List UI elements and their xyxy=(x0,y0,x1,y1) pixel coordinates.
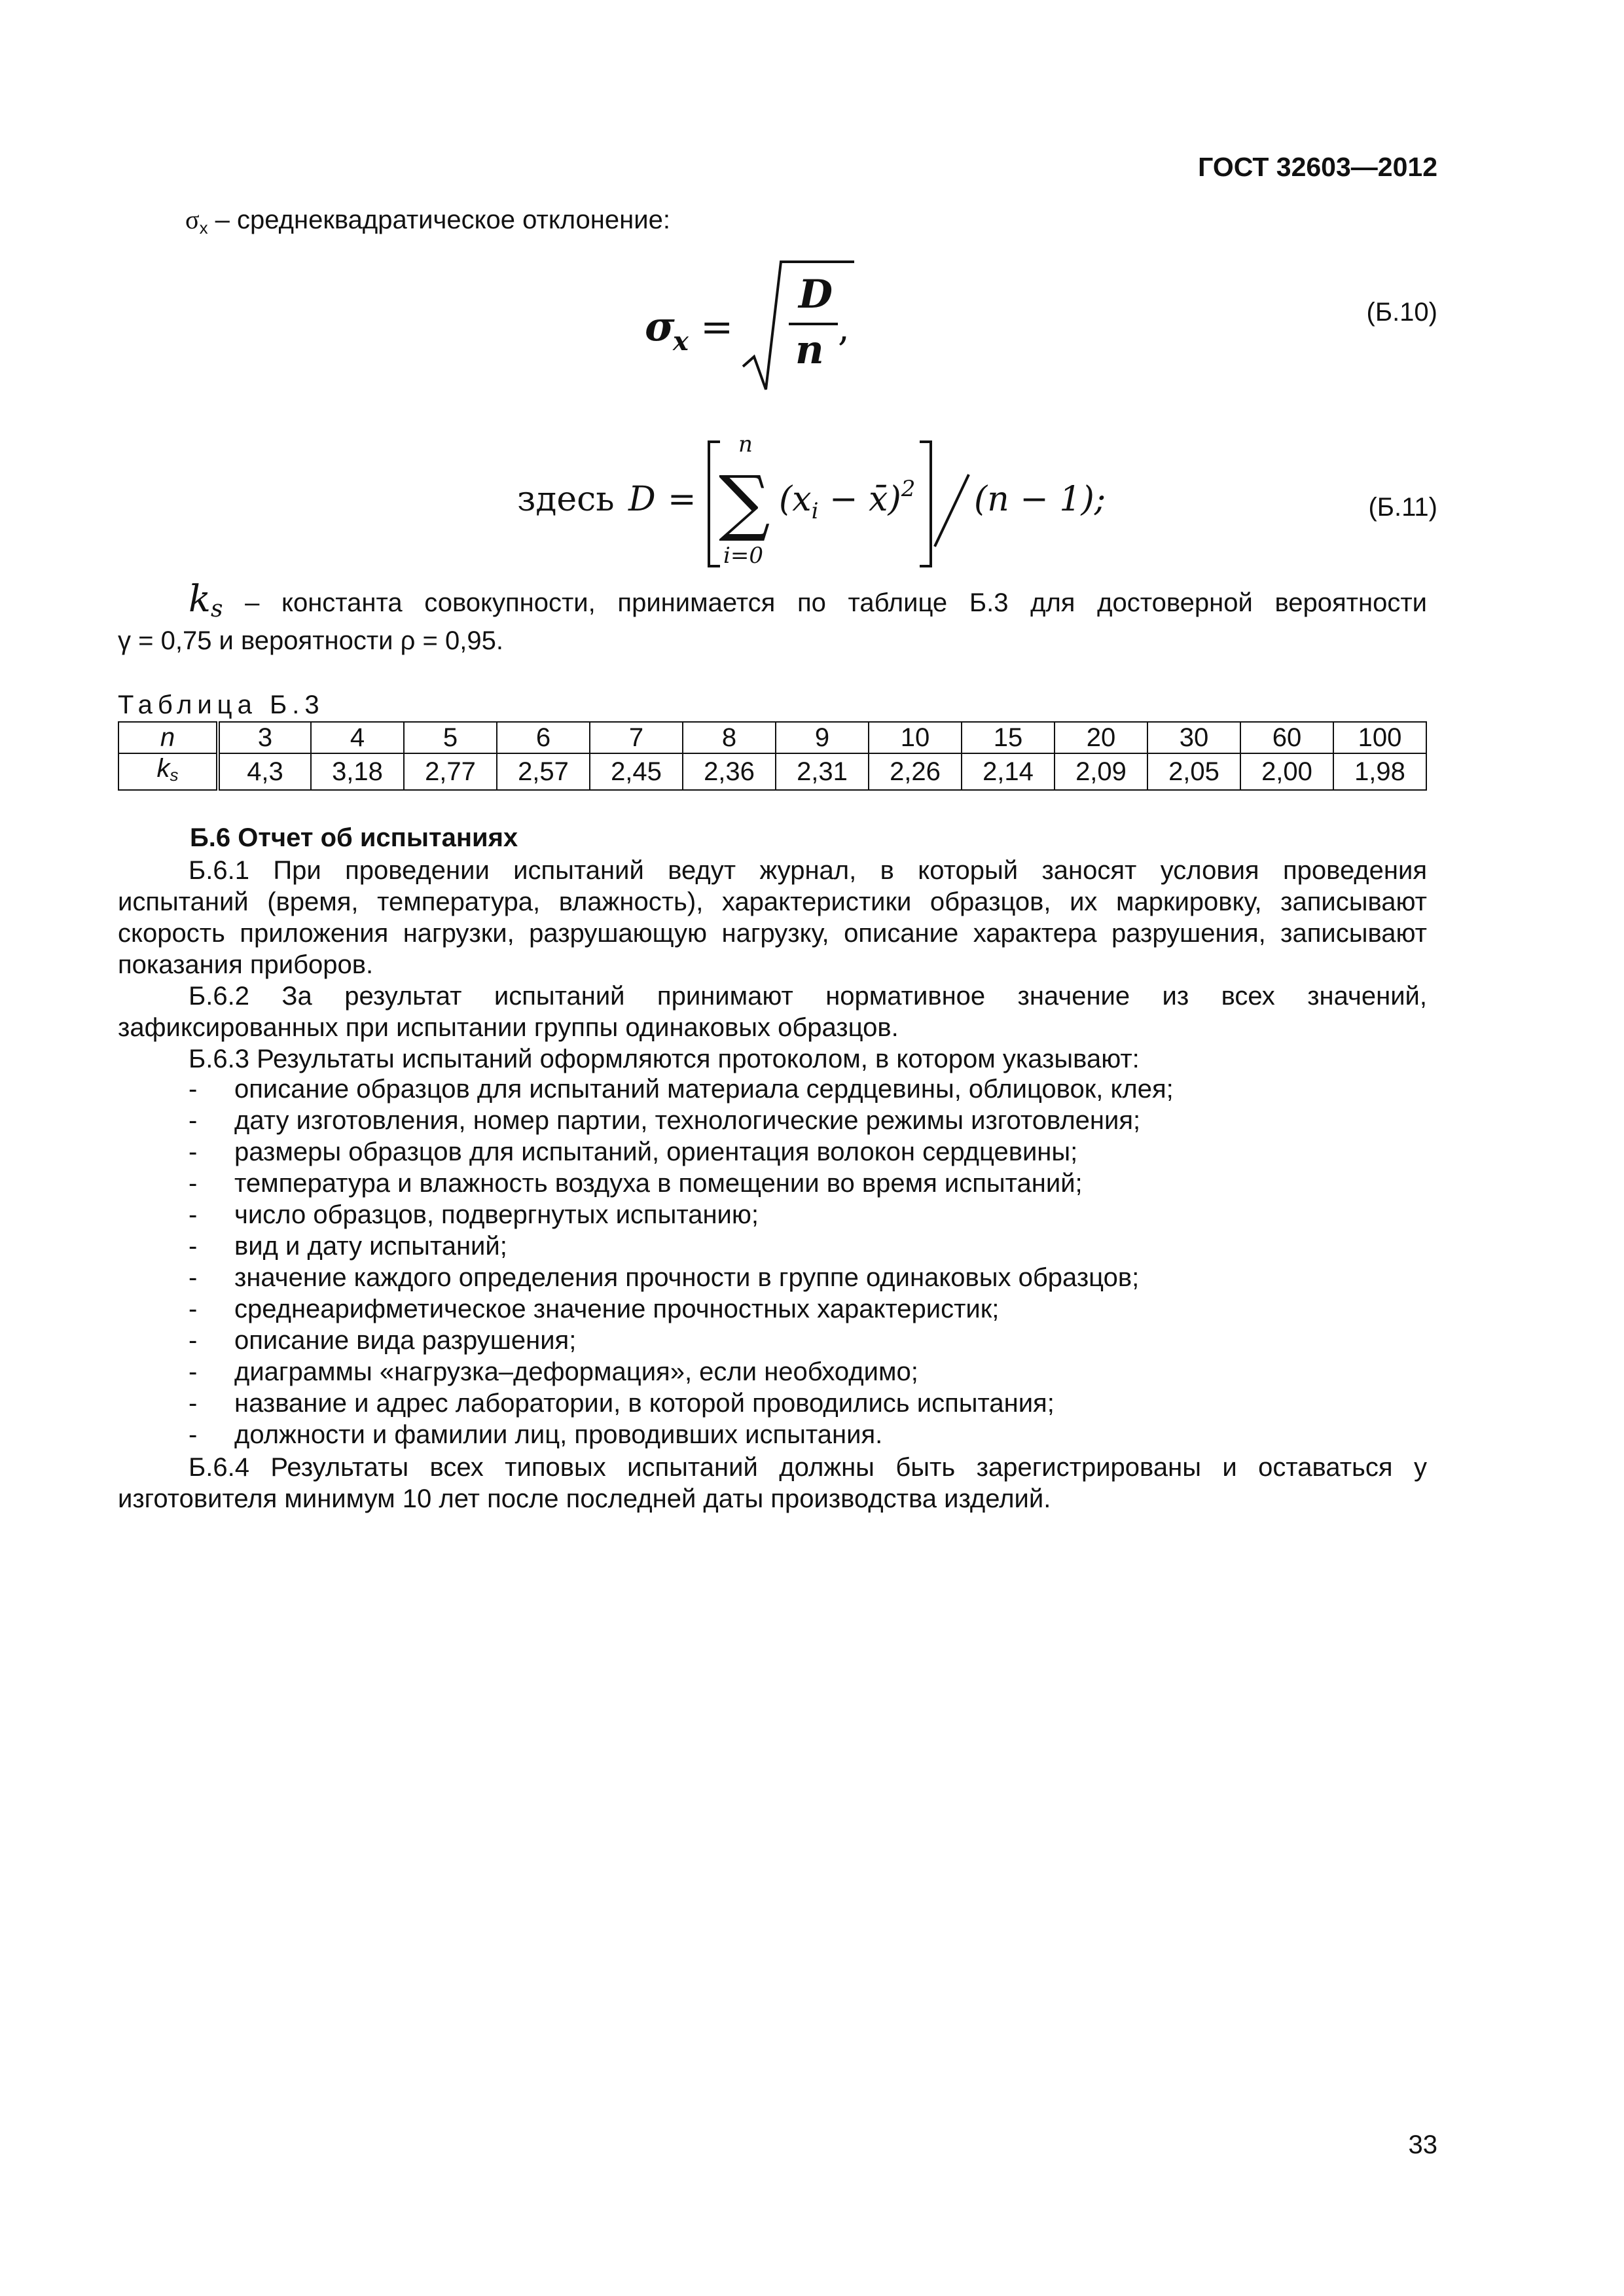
protocol-items-list xyxy=(118,1073,1427,1450)
formula-b11-right-bracket xyxy=(920,442,931,566)
paragraph-b61 xyxy=(118,855,1427,980)
formula-b11-sum-lower: i=0 xyxy=(723,543,763,569)
table-cell: 100 xyxy=(1333,722,1426,753)
formula-b10-comma: , xyxy=(838,307,850,350)
sigma-subscript: x xyxy=(199,218,208,238)
formula-b10-lhs: σ xyxy=(645,302,675,350)
table-cell: 4,3 xyxy=(218,753,311,790)
paragraph-line: Б.6.1 При проведении испытаний ведут журнал, в который заносят условия проведения xyxy=(189,856,1427,885)
sigma-definition xyxy=(185,204,1494,243)
paragraph-line: Б.6.2 За результат испытаний принимают нормативное значение из всех значений, xyxy=(189,982,1427,1011)
table-cell: 10 xyxy=(869,722,962,753)
paragraph-b64 xyxy=(118,1452,1427,1515)
formula-b10-equals: = xyxy=(700,304,734,350)
formula-b11-sum-upper: n xyxy=(738,432,753,457)
list-item: - должности и фамилии лиц, проводивших испытания. xyxy=(118,1419,1427,1450)
paragraph-line: Б.6.4 Результаты всех типовых испытаний должны быть зарегистрированы и оставаться у xyxy=(189,1453,1427,1482)
table-header-n: n xyxy=(118,722,218,753)
table-header-ks-letter: k xyxy=(156,754,170,783)
table-row-n xyxy=(118,722,1426,753)
list-item: - название и адрес лаборатории, в которой проводились испытания; xyxy=(118,1388,1427,1419)
formula-b10-numerator: D xyxy=(799,272,833,317)
list-item: - температура и влажность воздуха в помещении во время испытаний; xyxy=(118,1168,1427,1199)
formula-b11-slash xyxy=(935,475,969,547)
table-cell: 8 xyxy=(683,722,776,753)
table-cell: 2,00 xyxy=(1240,753,1333,790)
ks-definition-text: – константа совокупности, принимается по таблице Б.3 для достоверной вероятности xyxy=(223,588,1427,617)
table-cell: 2,45 xyxy=(590,753,683,790)
section-heading: Б.6 Отчет об испытаниях xyxy=(190,823,518,852)
formula-b11 xyxy=(511,432,1165,573)
list-item: - размеры образцов для испытаний, ориентация волокон сердцевины; xyxy=(118,1136,1427,1168)
formula-b11-number: (Б.11) xyxy=(1368,493,1437,522)
formula-b11-sigma: ∑ xyxy=(719,460,770,544)
ks-symbol: k xyxy=(189,578,211,620)
table-row-ks xyxy=(118,753,1426,790)
table-b3 xyxy=(118,721,1427,791)
table-cell: 60 xyxy=(1240,722,1333,753)
paragraph-line: показания приборов. xyxy=(118,950,374,979)
ks-definition-line2: γ = 0,75 и вероятности ρ = 0,95. xyxy=(118,626,503,655)
table-cell: 2,14 xyxy=(962,753,1055,790)
paragraph-b63: Б.6.3 Результаты испытаний оформляются протоколом, в котором указывают: xyxy=(189,1045,1140,1073)
paragraph-line: испытаний (время, температура, влажность), характеристики образцов, их маркировку, записывают xyxy=(118,888,1427,916)
table-cell: 4 xyxy=(311,722,404,753)
paragraph-line: скорость приложения нагрузки, разрушающую нагрузку, описание характера разрушения, записывают xyxy=(118,919,1427,948)
table-cell: 2,31 xyxy=(776,753,869,790)
formula-b11-term: ($x_i$ − x̄)$^2$ xyxy=(779,476,916,524)
table-cell: 2,36 xyxy=(683,753,776,790)
table-cell: 2,26 xyxy=(869,753,962,790)
paragraph-line: изготовителя минимум 10 лет после последней даты производства изделий. xyxy=(118,1484,1051,1513)
ks-definition xyxy=(118,578,1427,656)
list-item: - диаграммы «нагрузка–деформация», если необходимо; xyxy=(118,1356,1427,1388)
table-cell: 1,98 xyxy=(1333,753,1426,790)
table-cell: 2,05 xyxy=(1147,753,1240,790)
formula-b11-equals: = xyxy=(668,480,696,519)
formula-b11-divisor: (n − 1); xyxy=(974,480,1106,519)
ks-subscript: s xyxy=(210,596,223,622)
table-cell: 3 xyxy=(218,722,311,753)
paragraph-line: зафиксированных при испытании группы одинаковых образцов. xyxy=(118,1013,899,1042)
list-item: - дату изготовления, номер партии, технологические режимы изготовления; xyxy=(118,1105,1427,1136)
standard-number: ГОСТ 32603—2012 xyxy=(1198,152,1437,182)
sigma-symbol: σ xyxy=(185,205,200,234)
list-item: - описание вида разрушения; xyxy=(118,1325,1427,1356)
table-cell: 5 xyxy=(404,722,497,753)
table-cell: 20 xyxy=(1055,722,1147,753)
table-cell: 9 xyxy=(776,722,869,753)
list-item: - число образцов, подвергнутых испытанию; xyxy=(118,1199,1427,1230)
ks-definition-line1 xyxy=(118,578,1427,625)
table-cell: 2,57 xyxy=(497,753,590,790)
table-cell: 3,18 xyxy=(311,753,404,790)
table-cell: 7 xyxy=(590,722,683,753)
table-cell: 2,77 xyxy=(404,753,497,790)
formula-b10 xyxy=(628,259,903,403)
table-cell: 6 xyxy=(497,722,590,753)
list-item: - значение каждого определения прочности в группе одинаковых образцов; xyxy=(118,1262,1427,1293)
paragraph-b62 xyxy=(118,980,1427,1043)
list-item: - вид и дату испытаний; xyxy=(118,1230,1427,1262)
formula-b10-lhs-sub: x xyxy=(673,326,689,357)
table-cell: 30 xyxy=(1147,722,1240,753)
sigma-definition-text: – среднеквадратическое отклонение: xyxy=(208,206,670,234)
table-cell: 15 xyxy=(962,722,1055,753)
table-cell: 2,09 xyxy=(1055,753,1147,790)
table-header-ks-sub: s xyxy=(170,765,179,785)
formula-b11-prefix: здесь xyxy=(517,480,615,519)
table-header-ks xyxy=(118,753,218,790)
formula-b11-var: D xyxy=(628,480,656,519)
list-item: - описание образцов для испытаний материала сердцевины, облицовок, клея; xyxy=(118,1073,1427,1105)
formula-b10-denominator: n xyxy=(795,327,824,373)
formula-b10-number: (Б.10) xyxy=(1366,298,1437,327)
page-number: 33 xyxy=(1408,2130,1437,2159)
table-caption: Таблица Б.3 xyxy=(118,691,325,719)
list-item: - среднеарифметическое значение прочностных характеристик; xyxy=(118,1293,1427,1325)
